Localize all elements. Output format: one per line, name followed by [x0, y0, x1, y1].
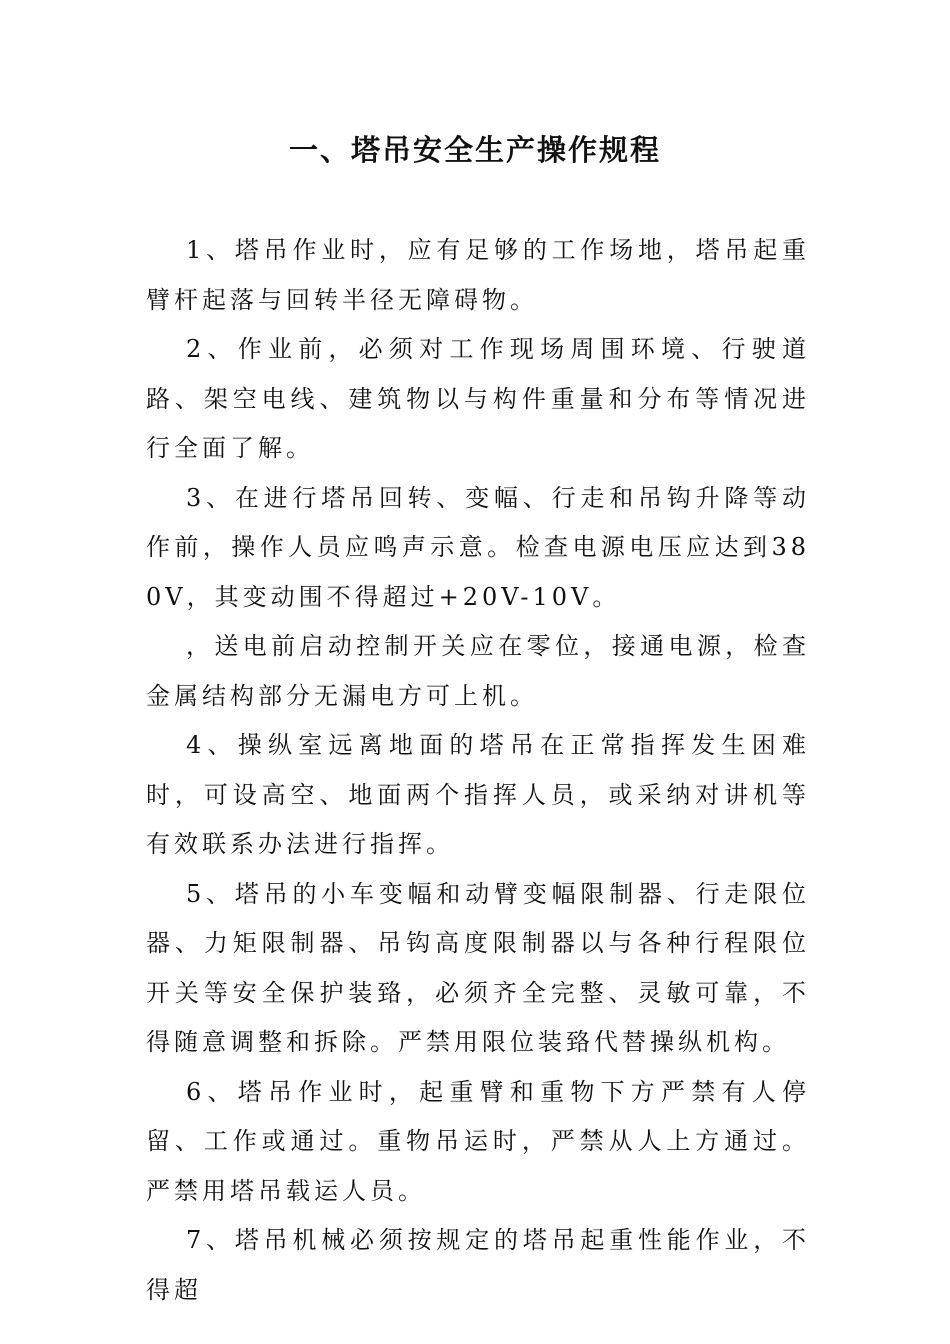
paragraph-2: 2、作业前，必须对工作现场周围环境、行驶道路、架空电线、建筑物以与构件重量和分布等情况进行全面了解。 — [146, 335, 810, 462]
paragraph-6: 6、塔吊作业时，起重臂和重物下方严禁有人停留、工作或通过。重物吊运时，严禁从人上方通过。严禁用塔吊载运人员。 — [146, 1077, 810, 1205]
document-body — [146, 226, 810, 1315]
paragraph-3: 3、在进行塔吊回转、变幅、行走和吊钩升降等动作前，操作人员应鸣声示意。检查电源电压应达到380V，其变动围不得超过+20V-10V。 — [146, 483, 810, 611]
paragraph-5: 5、塔吊的小车变幅和动臂变幅限制器、行走限位器、力矩限制器、吊钩高度限制器以与各种行程限位开关等安全保护装臵，必须齐全完整、灵敏可靠，不得随意调整和拆除。严禁用限位装臵代替操纵机构。 — [146, 879, 810, 1056]
paragraph-7: 7、塔吊机械必须按规定的塔吊起重性能作业，不得超 — [146, 1226, 810, 1304]
paragraph-1: 1、塔吊作业时，应有足够的工作场地，塔吊起重臂杆起落与回转半径无障碍物。 — [146, 236, 810, 314]
document-title: 一、塔吊安全生产操作规程 — [288, 133, 661, 167]
paragraph-3-continued: ，送电前启动控制开关应在零位，接通电源，检查金属结构部分无漏电方可上机。 — [146, 632, 810, 710]
paragraph-4: 4、操纵室远离地面的塔吊在正常指挥发生困难时，可设高空、地面两个指挥人员，或采纳对讲机等有效联系办法进行指挥。 — [146, 731, 810, 858]
